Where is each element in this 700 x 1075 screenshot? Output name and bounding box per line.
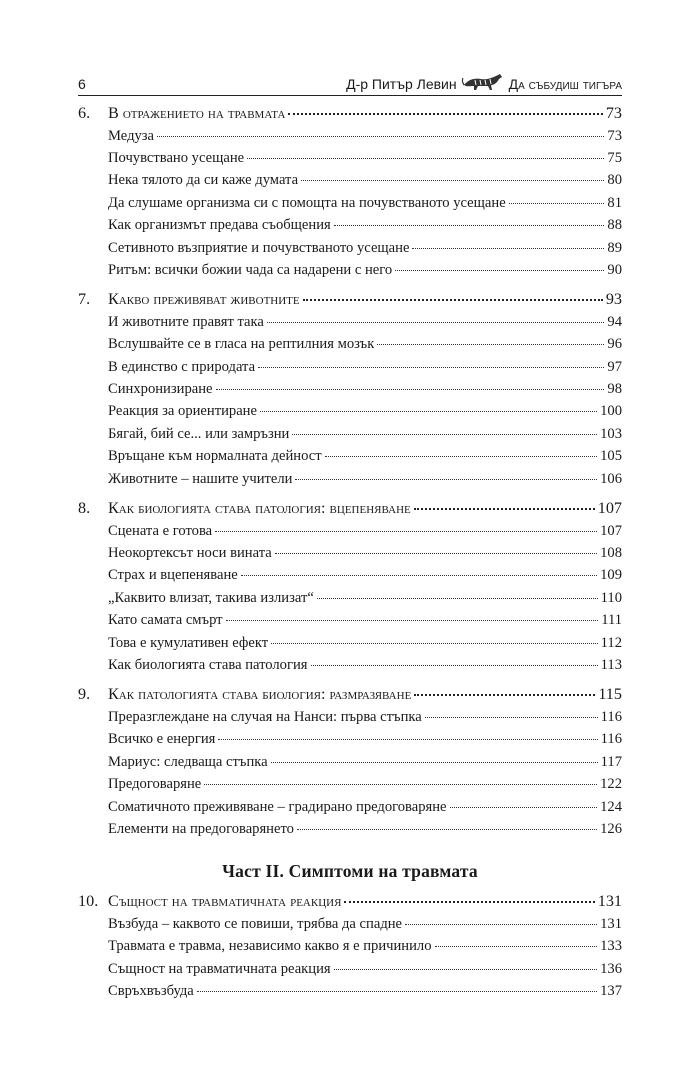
section-page: 122 bbox=[600, 776, 622, 793]
chapter-title: Как биологията става патология: вцепеняване bbox=[108, 499, 411, 518]
section-page: 116 bbox=[600, 731, 622, 748]
section-page: 90 bbox=[607, 261, 622, 278]
toc-section[interactable] bbox=[78, 523, 622, 545]
section-page: 131 bbox=[600, 915, 622, 932]
section-title: Елементи на предоговарянето bbox=[108, 820, 294, 837]
toc-section[interactable] bbox=[78, 471, 622, 493]
section-page: 116 bbox=[600, 708, 622, 725]
author-name: Д-р Питър Левин bbox=[346, 76, 457, 92]
toc-section[interactable] bbox=[78, 314, 622, 336]
section-page: 105 bbox=[600, 448, 622, 465]
dot-leader bbox=[288, 112, 602, 115]
toc-section[interactable] bbox=[78, 545, 622, 567]
section-title: Животните – нашите учители bbox=[108, 470, 293, 487]
section-page: 89 bbox=[607, 239, 622, 256]
dot-leader bbox=[215, 530, 597, 532]
toc-section[interactable] bbox=[78, 172, 622, 194]
section-title: Като самата смърт bbox=[108, 612, 223, 629]
header-right bbox=[346, 70, 622, 92]
toc-section[interactable] bbox=[78, 567, 622, 589]
chapter-number: 7. bbox=[78, 290, 91, 309]
book-title: Да събудиш тигъра bbox=[508, 76, 622, 92]
part-heading: Част II. Симптоми на травмата bbox=[222, 861, 478, 882]
section-page: 136 bbox=[600, 960, 622, 977]
toc-chapter-9[interactable] bbox=[78, 685, 622, 709]
section-page: 137 bbox=[600, 983, 622, 1000]
toc-section[interactable] bbox=[78, 983, 622, 1005]
section-page: 117 bbox=[600, 753, 622, 770]
dot-leader bbox=[295, 478, 597, 480]
chapter-page: 115 bbox=[598, 685, 622, 704]
section-page: 107 bbox=[600, 522, 622, 539]
section-title: Преразглеждане на случая на Нанси: първа стъпка bbox=[108, 708, 422, 725]
toc-section[interactable] bbox=[78, 821, 622, 843]
toc-section[interactable] bbox=[78, 381, 622, 403]
section-title: Как организмът предава съобщения bbox=[108, 217, 331, 234]
section-title: Всичко е енергия bbox=[108, 731, 216, 748]
dot-leader bbox=[157, 135, 604, 137]
chapter-title: Какво преживяват животните bbox=[108, 290, 300, 309]
dot-leader bbox=[344, 900, 594, 903]
section-page: 109 bbox=[600, 567, 622, 584]
section-page: 110 bbox=[600, 589, 622, 606]
dot-leader bbox=[414, 507, 595, 510]
dot-leader bbox=[334, 968, 598, 970]
dot-leader bbox=[260, 410, 597, 412]
dot-leader bbox=[325, 455, 598, 457]
section-title: Синхронизиране bbox=[108, 381, 213, 398]
toc-section[interactable] bbox=[78, 195, 622, 217]
dot-leader bbox=[317, 597, 598, 599]
dot-leader bbox=[405, 923, 597, 925]
toc-section[interactable] bbox=[78, 262, 622, 284]
toc-section[interactable] bbox=[78, 916, 622, 938]
chapter-page: 131 bbox=[597, 892, 622, 911]
toc-chapter-8[interactable] bbox=[78, 499, 622, 523]
dot-leader bbox=[414, 693, 595, 696]
chapter-page: 73 bbox=[605, 104, 622, 122]
dot-leader bbox=[311, 664, 598, 666]
dot-leader bbox=[334, 224, 605, 226]
dot-leader bbox=[425, 716, 598, 718]
section-title: Възбуда – каквото се повиши, трябва да спадне bbox=[108, 915, 403, 932]
dot-leader bbox=[271, 642, 598, 644]
chapter-number: 8. bbox=[78, 499, 91, 518]
section-title: Реакция за ориентиране bbox=[108, 403, 257, 420]
dot-leader bbox=[247, 157, 604, 159]
section-page: 111 bbox=[601, 612, 622, 629]
toc-chapter-7[interactable] bbox=[78, 290, 622, 314]
toc-section[interactable] bbox=[78, 590, 622, 612]
dot-leader bbox=[377, 343, 604, 345]
toc-section[interactable] bbox=[78, 128, 622, 150]
section-title: Как биологията става патология bbox=[108, 656, 308, 673]
toc-section[interactable] bbox=[78, 731, 622, 753]
section-page: 75 bbox=[607, 149, 622, 166]
dot-leader bbox=[303, 298, 603, 301]
toc-section[interactable] bbox=[78, 359, 622, 381]
chapter-title: Как патологията става биология: размразяване bbox=[108, 685, 412, 704]
section-title: Това е кумулативен ефект bbox=[108, 634, 269, 651]
dot-leader bbox=[271, 761, 598, 763]
section-title: „Каквито влизат, такива излизат“ bbox=[108, 589, 314, 606]
running-header bbox=[78, 64, 622, 96]
section-page: 113 bbox=[600, 656, 622, 673]
chapter-number: 10. bbox=[78, 892, 99, 911]
chapter-title: В отражението на травмата bbox=[108, 104, 286, 122]
section-page: 133 bbox=[600, 938, 622, 955]
toc-section[interactable] bbox=[78, 336, 622, 358]
toc-section[interactable] bbox=[78, 657, 622, 679]
section-page: 73 bbox=[607, 127, 622, 144]
toc-section[interactable] bbox=[78, 776, 622, 798]
section-page: 96 bbox=[607, 336, 622, 353]
section-page: 98 bbox=[607, 381, 622, 398]
toc-section[interactable] bbox=[78, 448, 622, 470]
section-page: 106 bbox=[600, 470, 622, 487]
section-title: Предоговаряне bbox=[108, 776, 202, 793]
dot-leader bbox=[218, 738, 597, 740]
dot-leader bbox=[450, 806, 598, 808]
dot-leader bbox=[241, 574, 597, 576]
toc-section[interactable] bbox=[78, 612, 622, 634]
section-page: 81 bbox=[607, 194, 622, 211]
section-title: Връщане към нормалната дейност bbox=[108, 448, 322, 465]
dot-leader bbox=[267, 321, 605, 323]
toc-section[interactable] bbox=[78, 426, 622, 448]
section-page: 94 bbox=[607, 313, 622, 330]
section-page: 100 bbox=[600, 403, 622, 420]
chapter-title: Същност на травматичната реакция bbox=[108, 892, 342, 911]
section-page: 103 bbox=[600, 425, 622, 442]
section-page: 88 bbox=[607, 217, 622, 234]
toc-section[interactable] bbox=[78, 150, 622, 172]
section-title: Бягай, бий се... или замръзни bbox=[108, 425, 290, 442]
toc-section[interactable] bbox=[78, 217, 622, 239]
section-title: Същност на травматичната реакция bbox=[108, 960, 331, 977]
section-title: Страх и вцепеняване bbox=[108, 567, 238, 584]
chapter-number: 6. bbox=[78, 104, 91, 122]
toc-section[interactable] bbox=[78, 240, 622, 262]
toc-section[interactable] bbox=[78, 635, 622, 657]
chapter-page: 93 bbox=[605, 290, 622, 309]
section-title: Медуза bbox=[108, 127, 155, 144]
dot-leader bbox=[275, 552, 597, 554]
section-title: Да слушаме организма си с помощта на почувстваното усещане bbox=[108, 194, 506, 211]
section-page: 112 bbox=[600, 634, 622, 651]
section-title: Соматичното преживяване – градирано предоговаряне bbox=[108, 798, 447, 815]
toc-chapter-10[interactable] bbox=[78, 892, 622, 916]
dot-leader bbox=[435, 945, 598, 947]
section-page: 126 bbox=[600, 820, 622, 837]
dot-leader bbox=[297, 828, 597, 830]
chapter-number: 9. bbox=[78, 685, 91, 704]
dot-leader bbox=[226, 619, 599, 621]
tiger-icon bbox=[461, 70, 505, 92]
section-title: Почувствано усещане bbox=[108, 149, 245, 166]
section-title: Нека тялото да си каже думата bbox=[108, 172, 299, 189]
section-page: 80 bbox=[607, 172, 622, 189]
section-page: 108 bbox=[600, 545, 622, 562]
toc-section[interactable] bbox=[78, 938, 622, 960]
toc-section[interactable] bbox=[78, 961, 622, 983]
toc-chapter-6[interactable] bbox=[78, 104, 622, 128]
section-title: В единство с природата bbox=[108, 358, 256, 375]
section-title: Сетивното възприятие и почувстваното усещане bbox=[108, 239, 410, 256]
section-title: Свръхвъзбуда bbox=[108, 983, 194, 1000]
dot-leader bbox=[509, 202, 605, 204]
section-title: И животните правят така bbox=[108, 313, 264, 330]
dot-leader bbox=[395, 269, 604, 271]
dot-leader bbox=[292, 433, 597, 435]
dot-leader bbox=[216, 388, 605, 390]
dot-leader bbox=[258, 366, 604, 368]
section-title: Ритъм: всички божии чада са надарени с него bbox=[108, 261, 393, 278]
section-page: 124 bbox=[600, 798, 622, 815]
table-of-contents bbox=[78, 104, 622, 1005]
toc-section[interactable] bbox=[78, 799, 622, 821]
dot-leader bbox=[301, 179, 604, 181]
chapter-page: 107 bbox=[597, 499, 622, 518]
section-title: Травмата е травма, независимо какво я е причинило bbox=[108, 938, 432, 955]
dot-leader bbox=[412, 247, 604, 249]
toc-section[interactable] bbox=[78, 754, 622, 776]
section-title: Мариус: следваща стъпка bbox=[108, 753, 268, 770]
toc-section[interactable] bbox=[78, 403, 622, 425]
toc-section[interactable] bbox=[78, 709, 622, 731]
section-page: 97 bbox=[607, 358, 622, 375]
dot-leader bbox=[197, 990, 597, 992]
section-title: Неокортексът носи вината bbox=[108, 545, 272, 562]
page-number: 6 bbox=[78, 76, 86, 92]
dot-leader bbox=[204, 783, 597, 785]
section-title: Сцената е готова bbox=[108, 522, 213, 539]
section-title: Вслушвайте се в гласа на рептилния мозък bbox=[108, 336, 375, 353]
